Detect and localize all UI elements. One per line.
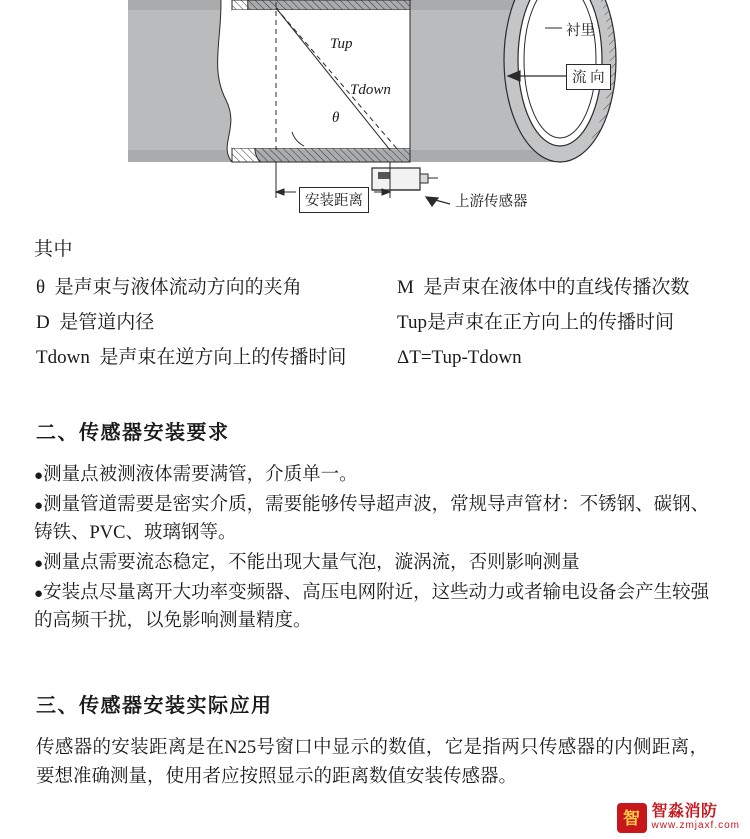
label-upstream-sensor: 上游传感器 bbox=[455, 194, 528, 210]
watermark-url: www.zmjaxf.com bbox=[651, 820, 740, 832]
upstream-sensor-icon bbox=[372, 168, 438, 190]
requirements-list bbox=[34, 461, 716, 636]
watermark-brand: 智淼消防 bbox=[651, 803, 718, 821]
table-row bbox=[34, 341, 716, 376]
definition-left bbox=[34, 341, 389, 376]
list-item bbox=[34, 549, 716, 577]
definition-right-symbol: ΔT=Tup-Tdown bbox=[397, 346, 522, 368]
watermark-text bbox=[652, 804, 740, 831]
upstream-sensor-leader bbox=[426, 197, 450, 206]
watermark-logo-icon bbox=[617, 803, 647, 833]
section-title-two: 二、传感器安装要求 bbox=[36, 421, 230, 444]
list-item-label: 安装点尽量离开大功率变频器、高压电网附近，这些动力或者输电设备会产生较强的高频干扰，以免影响测量精度。 bbox=[34, 582, 710, 632]
definition-left-text: 是声束与液体流动方向的夹角 bbox=[54, 277, 302, 298]
document-content bbox=[0, 234, 750, 792]
definition-right-text: 是声束在正方向上的传播时间 bbox=[426, 311, 674, 333]
definitions-table bbox=[34, 271, 716, 376]
pipe-diagram bbox=[0, 0, 750, 222]
list-item bbox=[34, 579, 716, 635]
definition-left-text: 是声束在逆方向上的传播时间 bbox=[99, 346, 347, 368]
watermark-badge-text: 智 bbox=[623, 808, 641, 828]
label-tdown: Tdown bbox=[350, 82, 391, 98]
definition-left-text: 是管道内径 bbox=[59, 311, 155, 333]
pipe-body bbox=[128, 0, 560, 162]
definition-left-symbol: Tdown bbox=[36, 346, 90, 368]
list-item bbox=[34, 461, 716, 489]
section-title-three: 三、传感器安装实际应用 bbox=[36, 695, 273, 718]
section-three-paragraph: 传感器的安装距离是在N25号窗口中显示的数值，它是指两只传感器的内侧距离，要想准确测量，使用者应按照显示的距离数值安装传感器。 bbox=[36, 738, 708, 787]
pipe-diagram-svg bbox=[0, 0, 750, 222]
bullet-icon: ● bbox=[34, 497, 44, 514]
definition-right-symbol: M bbox=[397, 277, 414, 298]
definition-right bbox=[389, 341, 716, 376]
watermark bbox=[617, 803, 740, 833]
table-row bbox=[34, 306, 716, 341]
definition-right bbox=[389, 271, 716, 306]
definition-left-symbol: D bbox=[36, 311, 50, 333]
label-install-distance: 安装距离 bbox=[299, 187, 369, 213]
where-label: 其中 bbox=[34, 239, 74, 260]
label-theta: θ bbox=[332, 110, 340, 126]
definition-right-text: 是声束在液体中的直线传播次数 bbox=[423, 277, 690, 298]
list-item-label: 测量点需要流态稳定，不能出现大量气泡，漩涡流，否则影响测量 bbox=[43, 552, 580, 573]
list-item-label: 测量管道需要是密实介质，需要能够传导超声波，常规导声管材：不锈钢、碳钢、铸铁、PVC、玻璃钢等。 bbox=[34, 494, 710, 543]
bullet-icon: ● bbox=[34, 555, 44, 572]
list-item-label: 测量点被测液体需要满管，介质单一。 bbox=[43, 464, 358, 485]
definition-left bbox=[34, 306, 389, 341]
list-item bbox=[34, 491, 716, 547]
definition-left-symbol: θ bbox=[36, 277, 46, 298]
definition-right-symbol: Tup bbox=[397, 311, 427, 333]
bullet-icon: ● bbox=[34, 585, 44, 602]
bullet-icon: ● bbox=[34, 467, 44, 484]
label-tup: Tup bbox=[330, 36, 353, 52]
label-lining: 衬里 bbox=[566, 23, 595, 39]
label-flow-direction: 流 向 bbox=[566, 64, 611, 90]
definition-right bbox=[389, 306, 716, 341]
definition-left bbox=[34, 271, 389, 306]
table-row bbox=[34, 271, 716, 306]
